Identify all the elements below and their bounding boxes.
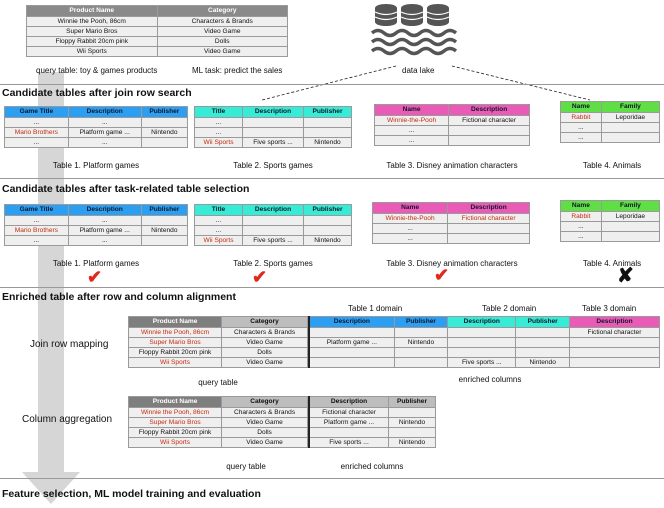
s1-table4-caption: Table 4. Animals — [582, 161, 642, 170]
join-query-table: Product Name Category Winnie the Pooh, 86cm Characters & Brands Super Mario Bros Video Game Floppy Rabbit 20cm pink Dolls Wii Sports Video Game — [128, 316, 308, 368]
section4-title: Feature selection, ML model training and evaluation — [2, 488, 261, 500]
task-caption: ML task: predict the sales — [192, 66, 283, 75]
column-aggregation-label: Column aggregation — [22, 414, 113, 425]
agg-enriched-table: Description Publisher Fictional character Platform game ... Nintendo Five sports ... Nintendo — [308, 396, 436, 448]
s2-table1: Game Title Description Publisher ... ... Mario Brothers Platform game ... Nintendo ... ... — [4, 204, 188, 246]
agg-query-caption: query table — [226, 462, 266, 471]
s1-table2-caption: Table 2. Sports games — [233, 161, 313, 170]
section1-title: Candidate tables after join row search — [2, 87, 192, 99]
domain1-label: Table 1 domain — [348, 304, 403, 313]
domain3-label: Table 3 domain — [582, 304, 637, 313]
separator — [0, 178, 664, 179]
s1-table1: Game Title Description Publisher ... ... Mario Brothers Platform game ... Nintendo ... ... — [4, 106, 188, 148]
s1-table4: Name Family Rabbit Leporidae ... ... — [560, 101, 660, 143]
s1-table2: Title Description Publisher ... ... Wii Sports Five sports ... Nintendo — [194, 106, 352, 148]
separator — [0, 287, 664, 288]
query-table: Product Name Category Winnie the Pooh, 86cm Characters & Brands Super Mario Bros Video Game Floppy Rabbit 20cm pink Dolls Wii Sports Video Game — [26, 5, 288, 57]
join-query-caption: query table — [198, 378, 238, 387]
section2-title: Candidate tables after task-related table selection — [2, 183, 250, 195]
s1-table1-caption: Table 1. Platform games — [52, 161, 140, 170]
dashed-line-right — [452, 66, 590, 100]
check-icon: ✔ — [434, 265, 450, 285]
agg-query-table: Product Name Category Winnie the Pooh, 86cm Characters & Brands Super Mario Bros Video Game Floppy Rabbit 20cm pink Dolls Wii Sports Video Game — [128, 396, 308, 448]
s1-table3-caption: Table 3. Disney animation characters — [386, 161, 518, 170]
s2-table4: Name Family Rabbit Leporidae ... ... — [560, 200, 660, 242]
query-caption: query table: toy & games products — [36, 66, 158, 75]
join-row-mapping-label: Join row mapping — [30, 339, 109, 350]
check-icon: ✔ — [87, 267, 103, 287]
s2-table1-caption: Table 1. Platform games — [52, 259, 140, 268]
s2-table3-caption: Table 3. Disney animation characters — [386, 259, 518, 268]
join-enriched-caption: enriched columns — [458, 375, 522, 384]
s2-table4-caption: Table 4. Animals — [582, 259, 642, 268]
data-lake-icon — [370, 0, 468, 66]
s2-table2-caption: Table 2. Sports games — [233, 259, 313, 268]
section3-title: Enriched table after row and column alignment — [2, 291, 236, 303]
s2-table3: Name Description Winnie-the-Pooh Fictional character ... ... — [372, 202, 530, 244]
domain2-label: Table 2 domain — [482, 304, 537, 313]
separator — [0, 84, 664, 85]
join-enriched-table: Description Publisher Description Publisher Description Fictional character Platform game ... Nintendo Five sports ... Nintendo — [308, 316, 660, 368]
s2-table2: Title Description Publisher ... ... Wii Sports Five sports ... Nintendo — [194, 204, 352, 246]
cross-icon: ✘ — [617, 265, 634, 287]
check-icon: ✔ — [252, 267, 268, 287]
agg-enriched-caption: enriched columns — [340, 462, 404, 471]
separator — [0, 478, 664, 479]
s1-table3: Name Description Winnie-the-Pooh Fictional character ... ... — [374, 104, 530, 146]
data-lake-label: data lake — [402, 66, 435, 75]
